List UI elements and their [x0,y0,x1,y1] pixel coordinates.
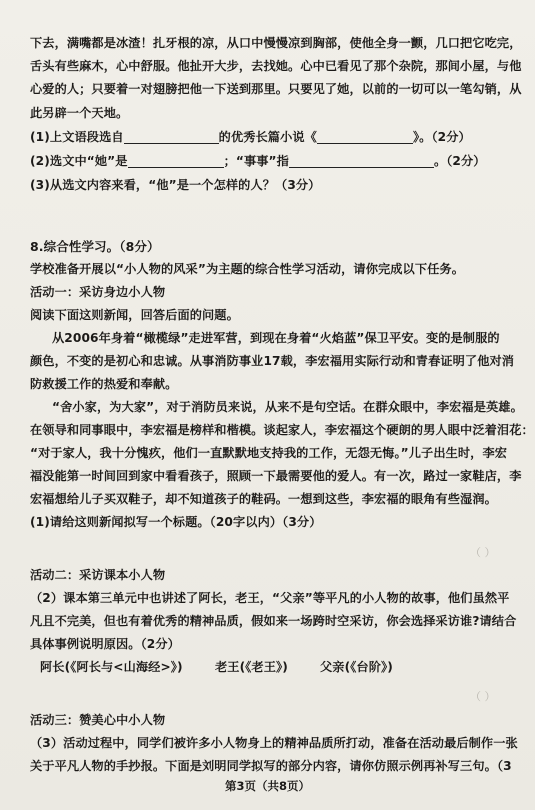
activity-1-instruction: 阅读下面这则新闻，回答后面的问题。 [30,308,239,322]
news-line: “对于家人，我十分愧疚，他们一直默默地支持我的工作，无怨无悔。”儿子出生时，李宏 [30,446,508,460]
news-line: 从2006年身着“橄榄绿”走进军营，到现在身着“火焰蓝”保卫平安。变的是制服的 [52,331,500,345]
passage-line: 心爱的人；只要着一对翅膀把他一下送到那里。只要见了她，以前的一切可以一笔勾销，从 [30,82,522,96]
activity-2-line: （2）课本第三单元中也讲述了阿长，老王，“父亲”等平凡的小人物的故事，他们虽然平 [30,591,510,605]
question-2-pre: (2)选文中“她”是 [30,154,128,168]
news-line: 宏福想给儿子买双鞋子，却不知道孩子的鞋码。一想到这些，李宏福的眼角有些湿润。 [30,492,497,506]
section-8-title: 8.综合性学习。（8分） [30,239,160,254]
question-1 [30,130,520,144]
question-1-mid: 的优秀长篇小说《 [218,130,317,144]
activity-3-title: 活动三：赞美心中小人物 [30,713,166,727]
activity-2-line: 具体事例说明原因。（2分） [30,637,180,651]
activity-2-line: 凡且不完美，但也有着优秀的精神品质，假如来一场跨时空采访，你会选择采访谁?请结合 [30,614,517,628]
news-line: 防救援工作的热爱和奉献。 [30,377,178,391]
activity-2-title: 活动二：采访课本小人物 [30,568,166,582]
activity-1-question: (1)请给这则新闻拟写一个标题。（20字以内）（3分） [30,515,322,529]
answer-blank[interactable] [289,155,434,168]
answer-blank[interactable] [128,155,224,168]
section-8-intro: 学校准备开展以“小人物的风采”为主题的综合性学习活动，请你完成以下任务。 [30,262,464,276]
option-lao-wang: 老王(《老王》) [215,660,288,674]
passage-line: 此另辟一个天地。 [30,106,129,120]
question-2-mid: ；“事事”指 [223,154,289,168]
news-line: 在领导和同事眼中，李宏福是榜样和楷模。谈起家人，李宏福这个硬朗的男人眼中泛着泪花： [30,423,534,437]
option-father: 父亲(《台阶》) [320,660,393,674]
passage-line: 下去，满嘴都是冰渣！扎牙根的凉，从口中慢慢凉到胸部，使他全身一颤，几口把它吃完， [30,36,522,50]
question-2-post: 。（2分） [433,154,486,168]
question-2 [30,154,520,168]
bleed-through-text: （ ） [470,690,496,703]
passage-line: 舌头有些麻木，心中舒服。他扯开大步，去找她。心中已看见了那个杂院，那间小屋，与他 [30,59,522,73]
question-1-post: 》。（2分） [412,130,471,144]
news-line: 福没能第一时间回到家中看看孩子，照顾一下最需要他的爱人。有一次，路过一家鞋店，李 [30,469,522,483]
news-line: “舍小家，为大家”，对于消防员来说，从来不是句空话。在群众眼中，李宏福是英雄。 [52,400,523,414]
answer-blank[interactable] [124,131,219,144]
activity-3-line: （3）活动过程中，同学们被许多小人物身上的精神品质所打动，准备在活动最后制作一张 [30,736,518,750]
activity-1-title: 活动一：采访身边小人物 [30,285,166,299]
page-footer: 第3页（共8页） [224,779,310,793]
option-a-chang: 阿长(《阿长与<山海经>》) [40,660,183,674]
answer-blank[interactable] [317,131,413,144]
activity-3-line: 关于平凡人物的手抄报。下面是刘明同学拟写的部分内容，请你仿照示例再补写三句。（3 [30,759,512,773]
news-line: 颜色，不变的是初心和忠诚。从事消防事业17载，李宏福用实际行动和青春证明了他对消 [30,354,515,368]
question-1-pre: (1)上文语段选自 [30,130,124,144]
bleed-through-text: （ ） [470,546,496,559]
question-3: (3)从选文内容来看，“他”是一个怎样的人？（3分） [30,178,321,192]
